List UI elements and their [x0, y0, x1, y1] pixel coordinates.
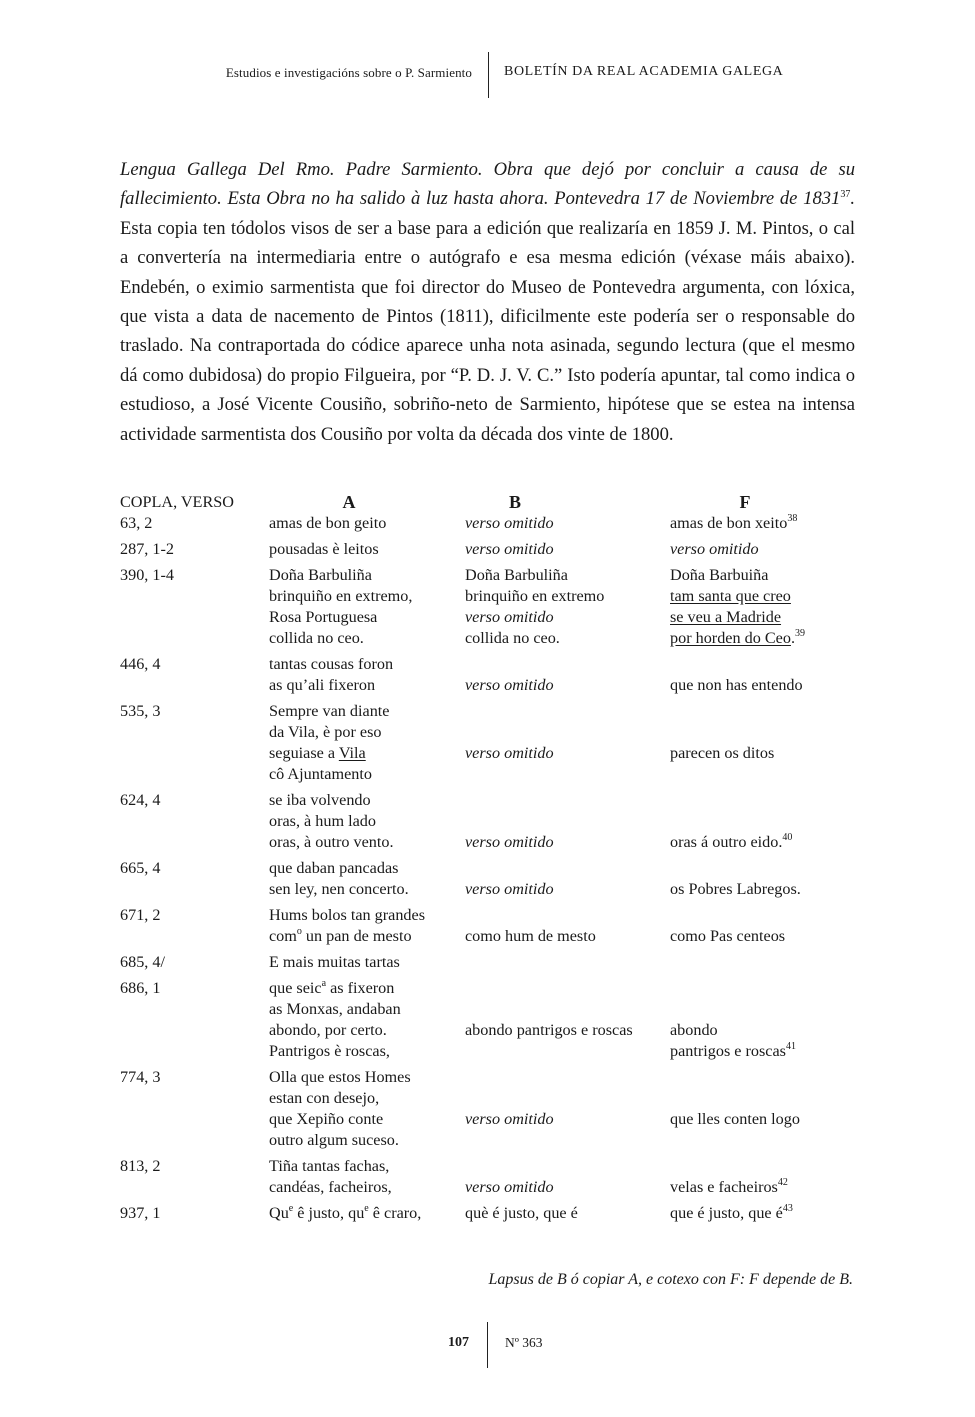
witness-b-cell	[465, 858, 670, 900]
witness-a-cell	[269, 1067, 465, 1151]
verse-line	[670, 586, 880, 607]
verse-line	[670, 999, 880, 1020]
witness-a-cell	[269, 978, 465, 1062]
verse-line	[670, 1130, 880, 1151]
verse-line	[670, 1177, 880, 1198]
body-paragraph	[120, 155, 855, 449]
reading-text: que seic	[269, 979, 322, 997]
verse-line	[269, 722, 465, 743]
reading-text: ê justo, qu	[293, 1204, 365, 1222]
verse-line	[670, 701, 880, 722]
verse-line	[465, 879, 670, 900]
omission-note: verso omitido	[465, 1110, 554, 1128]
reading-text: que é justo, que é	[670, 1204, 783, 1222]
verse-line	[465, 790, 670, 811]
verse-line	[670, 607, 880, 628]
omission-note: verso omitido	[465, 744, 554, 762]
verse-line	[465, 1177, 670, 1198]
verse-line	[269, 565, 465, 586]
verse-line	[465, 1109, 670, 1130]
witness-a-cell	[269, 654, 465, 696]
reading-text: brinquiño en extremo,	[269, 587, 413, 605]
witness-b-cell	[465, 905, 670, 947]
witness-a-cell	[269, 1156, 465, 1198]
reading-text: como Pas centeos	[670, 927, 786, 945]
verse-line	[465, 1130, 670, 1151]
verse-line	[269, 879, 465, 900]
reading-text: pousadas è leitos	[269, 540, 379, 558]
verse-line	[269, 999, 465, 1020]
verse-line	[465, 832, 670, 853]
verse-line	[465, 513, 670, 534]
verse-line	[269, 513, 465, 534]
verse-line	[465, 811, 670, 832]
witness-f-cell	[670, 539, 880, 560]
witness-b-cell	[465, 978, 670, 1062]
header-copla-verso: COPLA, VERSO	[120, 493, 234, 511]
running-head-section-title: Estudios e investigacións sobre o P. Sarmiento	[225, 65, 472, 80]
witness-f-cell	[670, 952, 880, 973]
witness-a-cell	[269, 905, 465, 947]
collation-row	[120, 1067, 880, 1151]
verse-line	[269, 764, 465, 785]
reading-text: se iba volvendo	[269, 791, 371, 809]
verse-line	[465, 905, 670, 926]
reading-text: que daban pancadas	[269, 859, 399, 877]
witness-a-cell	[269, 790, 465, 853]
reading-text: amas de bon geito	[269, 514, 387, 532]
witness-f-cell	[670, 1203, 880, 1224]
reading-text: oras, à hum lado	[269, 812, 376, 830]
omission-note: verso omitido	[465, 676, 554, 694]
footnote-ref[interactable]: 42	[777, 1177, 788, 1188]
reading-text: collida no ceo.	[465, 629, 560, 647]
reading-text: tam santa que creo	[670, 587, 791, 605]
omission-note: verso omitido	[670, 540, 759, 558]
verse-line	[465, 999, 670, 1020]
footnote-ref[interactable]: 40	[782, 832, 793, 843]
collation-row	[120, 905, 880, 947]
verse-line	[670, 1156, 880, 1177]
reading-text: cô Ajuntamento	[269, 765, 372, 783]
reading-text: Tiña tantas fachas,	[269, 1157, 390, 1175]
verse-line	[465, 952, 670, 973]
collation-body	[120, 513, 880, 1224]
verse-line	[465, 1088, 670, 1109]
running-head-journal-title: BOLETÍN DA REAL ACADEMIA GALEGA	[504, 64, 784, 79]
verse-line	[465, 565, 670, 586]
reading-text: outro algum suceso.	[269, 1131, 399, 1149]
verse-line	[670, 654, 880, 675]
verse-line	[269, 743, 465, 764]
witness-f-cell	[670, 858, 880, 900]
footnote-ref[interactable]: 41	[785, 1041, 796, 1052]
omission-note: verso omitido	[465, 833, 554, 851]
collation-row	[120, 952, 880, 973]
verse-line	[670, 675, 880, 696]
copla-verso-ref: 665, 4	[120, 859, 161, 877]
witness-b-cell	[465, 1156, 670, 1198]
verse-line	[670, 1203, 880, 1224]
reading-text: Hums bolos tan grandes	[269, 906, 426, 924]
verse-line	[670, 811, 880, 832]
reading-text: collida no ceo.	[269, 629, 364, 647]
collation-table	[120, 492, 880, 1229]
verse-line	[269, 832, 465, 853]
quoted-title: Lengua Gallega Del Rmo. Padre Sarmiento. Obra que dejó por concluir a causa de su fallecimiento. Esta Obra no ha salido à luz hasta ahora. Pontevedra 17 de Noviembre de 1831	[120, 159, 855, 210]
witness-a-cell	[269, 513, 465, 534]
collation-row	[120, 978, 880, 1062]
collation-header-row	[120, 492, 880, 513]
verse-line	[269, 675, 465, 696]
issue-number: Nº 363	[505, 1335, 543, 1350]
verse-line	[269, 1156, 465, 1177]
witness-f-cell	[670, 978, 880, 1062]
witness-f-cell	[670, 1156, 880, 1198]
omission-note: verso omitido	[465, 1178, 554, 1196]
verse-line	[269, 1020, 465, 1041]
verse-line	[269, 811, 465, 832]
reading-text: que non has entendo	[670, 676, 803, 694]
reading-text: ê craro,	[368, 1204, 422, 1222]
verse-line	[269, 1203, 465, 1224]
witness-f-cell	[670, 513, 880, 534]
witness-f-cell	[670, 654, 880, 696]
reading-text: Rosa Portuguesa	[269, 608, 378, 626]
verse-line	[670, 1109, 880, 1130]
verse-line	[465, 1067, 670, 1088]
verse-line	[670, 565, 880, 586]
reading-text: se veu a Madride	[670, 608, 782, 626]
reading-text: candéas, facheiros,	[269, 1178, 392, 1196]
verse-line	[269, 701, 465, 722]
verse-line	[269, 905, 465, 926]
verse-line	[670, 722, 880, 743]
reading-text: velas e facheiros	[670, 1178, 778, 1196]
reading-text: Vila	[338, 744, 366, 762]
reading-text: Olla que estos Homes	[269, 1068, 411, 1086]
witness-a-cell	[269, 952, 465, 973]
witness-b-cell	[465, 790, 670, 853]
folio	[0, 1322, 975, 1368]
copla-verso-ref: 685, 4/	[120, 953, 165, 971]
copla-verso-ref: 287, 1-2	[120, 540, 174, 558]
verse-line	[465, 701, 670, 722]
collation-row	[120, 858, 880, 900]
verse-line	[670, 905, 880, 926]
verse-line	[269, 607, 465, 628]
reading-text: què é justo, que é	[465, 1204, 578, 1222]
copla-verso-ref: 671, 2	[120, 906, 161, 924]
copla-verso-ref: 390, 1-4	[120, 566, 174, 584]
reading-text: seguiase a	[269, 744, 339, 762]
collation-row	[120, 565, 880, 649]
verse-line	[269, 952, 465, 973]
verse-line	[465, 1156, 670, 1177]
verse-line	[465, 1041, 670, 1062]
reading-text: estan con desejo,	[269, 1089, 380, 1107]
omission-note: verso omitido	[465, 514, 554, 532]
witness-f-cell	[670, 701, 880, 785]
verse-line	[465, 675, 670, 696]
verse-line	[465, 539, 670, 560]
verse-line	[670, 1041, 880, 1062]
reading-text: oras, à outro vento.	[269, 833, 394, 851]
collation-row	[120, 539, 880, 560]
copla-verso-ref: 535, 3	[120, 702, 161, 720]
reading-text: tantas cousas foron	[269, 655, 394, 673]
witness-b-cell	[465, 565, 670, 649]
verse-line	[269, 1130, 465, 1151]
collation-row	[120, 654, 880, 696]
verse-line	[670, 879, 880, 900]
superscript-letter: e	[288, 1203, 294, 1214]
reading-text: que lles conten logo	[670, 1110, 800, 1128]
verse-line	[670, 628, 880, 649]
verse-line	[269, 1088, 465, 1109]
witness-f-cell	[670, 905, 880, 947]
header-witness-b: B	[508, 492, 521, 512]
reading-text: Doña Barbuliña	[269, 566, 372, 584]
witness-f-cell	[670, 1067, 880, 1151]
reading-text: por horden do Ceo	[670, 629, 791, 647]
superscript-letter: o	[296, 926, 302, 937]
reading-text: que Xepiño conte	[269, 1110, 384, 1128]
collation-row	[120, 1203, 880, 1224]
verse-line	[465, 926, 670, 947]
verse-line	[670, 1088, 880, 1109]
superscript-letter: e	[364, 1203, 369, 1214]
copla-verso-ref: 686, 1	[120, 979, 161, 997]
verse-line	[269, 586, 465, 607]
verse-line	[465, 764, 670, 785]
reading-text: E mais muitas tartas	[269, 953, 400, 971]
witness-a-cell	[269, 539, 465, 560]
collation-row	[120, 701, 880, 785]
verse-line	[670, 513, 880, 534]
verse-line	[465, 654, 670, 675]
reading-text: Qu	[269, 1204, 289, 1222]
reading-text: Doña Barbuiña	[670, 566, 769, 584]
copla-verso-ref: 446, 4	[120, 655, 161, 673]
witness-f-cell	[670, 790, 880, 853]
quote-period: .	[850, 188, 855, 210]
witness-b-cell	[465, 701, 670, 785]
verse-line	[269, 1041, 465, 1062]
reading-text: Sempre van diante	[269, 702, 390, 720]
reading-text: sen ley, nen concerto.	[269, 880, 409, 898]
verse-line	[269, 628, 465, 649]
collation-row	[120, 513, 880, 534]
verse-line	[269, 654, 465, 675]
verse-line	[269, 926, 465, 947]
footnote-ref[interactable]: 38	[787, 513, 798, 524]
verse-line	[670, 790, 880, 811]
verse-line	[269, 858, 465, 879]
folio-divider	[487, 1322, 488, 1368]
verse-line	[670, 952, 880, 973]
verse-line	[269, 539, 465, 560]
verse-line	[670, 1067, 880, 1088]
collation-row	[120, 1156, 880, 1198]
reading-text: .	[790, 629, 795, 647]
witness-a-cell	[269, 701, 465, 785]
table-note: Lapsus de B ó copiar A, e cotexo con F: F depende de B.	[488, 1271, 853, 1288]
verse-line	[670, 832, 880, 853]
verse-line	[670, 539, 880, 560]
verse-line	[269, 1067, 465, 1088]
witness-b-cell	[465, 1067, 670, 1151]
omission-note: verso omitido	[465, 880, 554, 898]
verse-line	[670, 743, 880, 764]
verse-line	[465, 607, 670, 628]
witness-a-cell	[269, 565, 465, 649]
reading-text: as Monxas, andaban	[269, 1000, 401, 1018]
copla-verso-ref: 63, 2	[120, 514, 153, 532]
witness-a-cell	[269, 1203, 465, 1224]
header-witness-f: F	[739, 492, 751, 512]
reading-text: Pantrigos è roscas,	[269, 1042, 390, 1060]
reading-text: abondo	[670, 1021, 718, 1039]
witness-b-cell	[465, 513, 670, 534]
reading-text: amas de bon xeito	[670, 514, 788, 532]
reading-text: Doña Barbuliña	[465, 566, 568, 584]
running-head-divider	[488, 52, 489, 98]
witness-a-cell	[269, 858, 465, 900]
verse-line	[269, 1177, 465, 1198]
witness-f-cell	[670, 565, 880, 649]
header-witness-a: A	[342, 492, 356, 512]
footnote-ref[interactable]: 39	[794, 628, 805, 639]
verse-line	[670, 764, 880, 785]
reading-text: abondo, por certo.	[269, 1021, 387, 1039]
omission-note: verso omitido	[465, 608, 554, 626]
witness-b-cell	[465, 1203, 670, 1224]
witness-b-cell	[465, 952, 670, 973]
reading-text: com	[269, 927, 297, 945]
reading-text: como hum de mesto	[465, 927, 596, 945]
verse-line	[465, 628, 670, 649]
verse-line	[269, 1109, 465, 1130]
reading-text: un pan de mesto	[301, 927, 412, 945]
verse-line	[670, 978, 880, 999]
footnote-ref[interactable]: 43	[782, 1203, 793, 1214]
running-head	[0, 52, 975, 98]
paragraph-text: Esta copia ten tódolos visos de ser a base para a edición que realizaría en 1859 J. M. Pintos, o cal a convertería na intermediaria entre o autógrafo e esa mesma edición (véxase máis abaixo). Endebén, o eximio sarmentista que foi director do Museo de Pontevedra argumenta, con lóxica, que vista a data de nacemento de Pintos (1811), dificilmente este podería ser o responsable do traslado. Na contraportada do códice aparece unha nota asinada, segundo lectura (que el mesmo dá como dubidosa) do propio Filgueira, por “P. D. J. V. C.” Isto podería apuntar, tal como indica o estudioso, a José Vicente Cousiño, sobriño-neto de Sarmiento, hipótese que se estea na intensa actividade sarmentista dos Cousiño por volta da década dos vinte de 1800.	[120, 217, 855, 445]
reading-text: as qu’ali fixeron	[269, 676, 376, 694]
witness-b-cell	[465, 539, 670, 560]
verse-line	[670, 926, 880, 947]
reading-text: os Pobres Labregos.	[670, 880, 801, 898]
omission-note: verso omitido	[465, 540, 554, 558]
reading-text: brinquiño en extremo	[465, 587, 605, 605]
verse-line	[465, 858, 670, 879]
copla-verso-ref: 624, 4	[120, 791, 161, 809]
reading-text: pantrigos e roscas	[670, 1042, 786, 1060]
footnote-ref-37[interactable]: 37	[840, 189, 851, 201]
verse-line	[465, 1020, 670, 1041]
verse-line	[269, 790, 465, 811]
verse-line	[465, 722, 670, 743]
copla-verso-ref: 937, 1	[120, 1204, 161, 1222]
verse-line	[670, 858, 880, 879]
verse-line	[269, 978, 465, 999]
reading-text: da Vila, è por eso	[269, 723, 382, 741]
page-number: 107	[448, 1335, 469, 1350]
verse-line	[465, 978, 670, 999]
collation-row	[120, 790, 880, 853]
copla-verso-ref: 813, 2	[120, 1157, 161, 1175]
reading-text: parecen os ditos	[670, 744, 775, 762]
verse-line	[465, 743, 670, 764]
verse-line	[465, 1203, 670, 1224]
reading-text: oras á outro eido.	[670, 833, 783, 851]
reading-text: as fixeron	[326, 979, 395, 997]
superscript-letter: a	[321, 978, 327, 989]
copla-verso-ref: 774, 3	[120, 1068, 161, 1086]
verse-line	[465, 586, 670, 607]
verse-line	[670, 1020, 880, 1041]
reading-text: abondo pantrigos e roscas	[465, 1021, 633, 1039]
witness-b-cell	[465, 654, 670, 696]
